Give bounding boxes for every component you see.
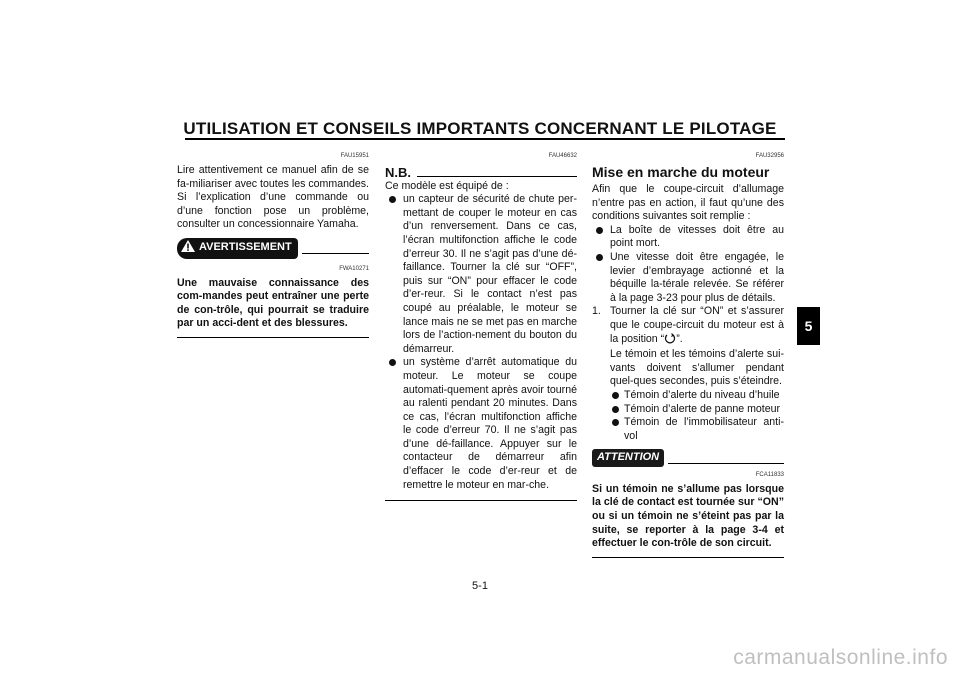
engine-run-icon <box>664 333 676 349</box>
nb-header <box>385 166 577 180</box>
nb-list <box>385 193 577 492</box>
conditions-list <box>592 224 784 306</box>
list-item: Témoin de l’immobilisateur anti-vol <box>610 416 784 443</box>
list-item: La boîte de vitesses doit être au point mort. <box>592 224 784 251</box>
list-item: un capteur de sécurité de chute per-mettant de couper le moteur en cas d’un renversement. Dans ce cas, l’écran multifonction affiche le code d’erreur 30. Il ne s’agit pas d’une dé-faillance. Tourner la clé sur “OFF”, puis sur “ON” pour effacer le code d’er-reur. Si le contact n’est pas coupé au préalable, le moteur se lance mais ne se met pas en marche lors de l’action-nement du bouton du démarreur. <box>385 193 577 356</box>
section-title: Mise en marche du moteur <box>592 164 770 180</box>
nb-end-rule <box>385 500 577 501</box>
list-item: Témoin d’alerte de panne moteur <box>610 403 784 417</box>
intro-paragraph: Lire attentivement ce manuel afin de se fa-miliariser avec toutes les commandes. Si l’explication d’une commande ou d’une fonction pose un problème, consulter un concessionnaire Yamaha. <box>177 164 369 231</box>
nb-label: N.B. <box>385 165 411 180</box>
reference-code: FAU32956 <box>755 153 784 159</box>
warning-badge <box>177 238 298 259</box>
warning-header <box>177 238 369 259</box>
reference-code: FAU15951 <box>340 153 369 159</box>
warning-text: Une mauvaise connaissance des com-mandes peut entraîner une perte de con-trôle, qui pourrait se traduire par un acci-dent et des blessures. <box>177 276 369 330</box>
nb-intro: Ce modèle est équipé de : <box>385 179 509 192</box>
header-rule <box>185 138 785 140</box>
indicator-list <box>610 389 784 443</box>
list-item: Une vitesse doit être engagée, le levier d’embrayage actionné et la béquille la-térale relevée. Se référer à la page 3-23 pour plus de détails. <box>592 251 784 305</box>
reference-code: FAU46632 <box>548 153 577 159</box>
column-3 <box>592 152 784 558</box>
warning-triangle-icon <box>181 240 195 257</box>
attention-header <box>592 449 784 467</box>
step-1 <box>592 305 784 443</box>
column-1 <box>177 152 369 338</box>
attention-text: Si un témoin ne s’allume pas lorsque la clé de contact est tournée sur “ON” ou si un témoin ne s’éteint pas par la suite, se reporter à la page 3-4 et effectuer le con-trôle de son circuit. <box>592 482 784 550</box>
section-intro: Afin que le coupe-circuit d’allumage n’entre pas en action, il faut qu’une des conditions suivantes soit remplie : <box>592 183 784 223</box>
column-2 <box>385 152 577 501</box>
page-header-title: UTILISATION ET CONSEILS IMPORTANTS CONCERNANT LE PILOTAGE <box>183 119 777 138</box>
list-item: un système d’arrêt automatique du moteur. Le moteur se coupe automati-quement après avoir tourné au ralenti pendant 20 minutes. Dans ce cas, l’écran multifonction affiche le code d’erreur 70. Il ne s’agit pas d’une dé-faillance. Appuyer sur le contacteur de démarreur afin d’effacer le code d’er-reur et de remettre le moteur en mar-che. <box>385 356 577 492</box>
attention-end-rule <box>592 557 784 558</box>
reference-code: FWA10271 <box>339 265 369 272</box>
watermark: carmanualsonline.info <box>733 646 948 669</box>
warning-label: AVERTISSEMENT <box>199 241 292 254</box>
step-text-end: ”. <box>676 332 683 345</box>
step-text: Tourner la clé sur “ON” et s’assurer que le coupe-circuit du moteur est à la position “ <box>610 305 784 345</box>
step-note: Le témoin et les témoins d’alerte sui-vants doivent s’allumer pendant quel-ques secondes, puis s’éteindre. <box>610 348 784 388</box>
attention-badge: ATTENTION <box>592 449 664 467</box>
reference-code: FCA11833 <box>755 471 784 478</box>
page-number: 5-1 <box>472 580 488 592</box>
warning-end-rule <box>177 337 369 338</box>
chapter-tab: 5 <box>797 307 820 345</box>
list-item: Témoin d’alerte du niveau d’huile <box>610 389 784 403</box>
step-number: 1. <box>592 305 601 318</box>
